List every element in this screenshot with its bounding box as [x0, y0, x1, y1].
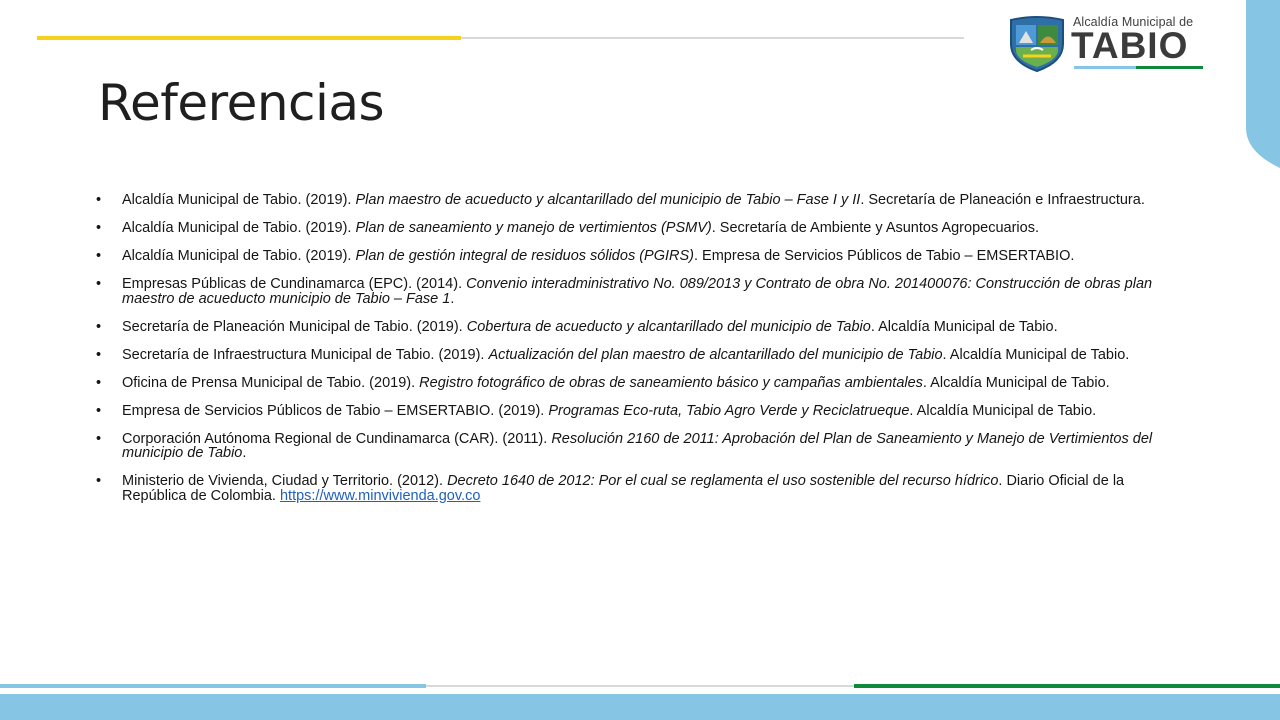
reference-author-year: Alcaldía Municipal de Tabio. (2019).: [122, 192, 356, 208]
bullet-icon: •: [96, 318, 102, 335]
bullet-icon: •: [96, 374, 102, 391]
reference-item: [96, 474, 1186, 503]
reference-author-year: Secretaría de Infraestructura Municipal de Tabio. (2019).: [122, 346, 489, 363]
bottom-band: [0, 694, 1280, 720]
bullet-icon: •: [96, 220, 102, 236]
reference-item: [96, 320, 1186, 335]
bullet-icon: •: [96, 192, 102, 208]
top-rule-yellow: [37, 36, 461, 40]
bottom-line-grey: [426, 685, 854, 687]
logo-bar-blue: [1074, 66, 1136, 69]
reference-author-year: Ministerio de Vivienda, Ciudad y Territorio. (2012).: [122, 473, 448, 489]
reference-author-year: Empresas Públicas de Cundinamarca (EPC). (2014).: [122, 276, 467, 292]
reference-title: Plan maestro de acueducto y alcantarillado del municipio de Tabio – Fase I y II: [355, 192, 861, 208]
reference-title: Actualización del plan maestro de alcantarillado del municipio de Tabio: [488, 346, 943, 363]
reference-author-year: Corporación Autónoma Regional de Cundinamarca (CAR). (2011).: [122, 430, 552, 447]
bullet-icon: •: [96, 276, 102, 292]
reference-item: [96, 348, 1186, 363]
logo-big-text: TABIO: [1071, 25, 1189, 66]
references-list: [96, 193, 1186, 517]
coat-of-arms-icon: [1009, 16, 1065, 72]
reference-author-year: Alcaldía Municipal de Tabio. (2019).: [122, 220, 356, 236]
reference-publisher: . Alcaldía Municipal de Tabio.: [922, 374, 1110, 391]
reference-author-year: Alcaldía Municipal de Tabio. (2019).: [122, 248, 356, 264]
bullet-icon: •: [96, 473, 102, 489]
reference-title: Resolución 2160 de 2011: Aprobación del Plan de Saneamiento y Manejo de Vertimientos del municipio de Tabio: [122, 430, 1153, 461]
tabio-logo: [1008, 14, 1208, 74]
bullet-icon: •: [96, 346, 102, 363]
bullet-icon: •: [96, 248, 102, 264]
reference-publisher: . Secretaría de Ambiente y Asuntos Agropecuarios.: [711, 220, 1039, 236]
reference-publisher: . Empresa de Servicios Públicos de Tabio – EMSERTABIO.: [694, 248, 1075, 264]
reference-title: Convenio interadministrativo No. 089/2013 y Contrato de obra No. 201400076: Construcción de obras plan maestro de acueducto municipio de Tabio – Fase 1: [122, 276, 1153, 307]
bullet-icon: •: [96, 430, 102, 447]
reference-item: [96, 193, 1186, 208]
reference-publisher: .: [242, 445, 247, 461]
reference-publisher: . Alcaldía Municipal de Tabio.: [870, 318, 1058, 335]
reference-item: [96, 249, 1186, 264]
reference-publisher: . Secretaría de Planeación e Infraestructura.: [860, 192, 1145, 208]
logo-small-text: Alcaldía Municipal de: [1073, 15, 1194, 29]
reference-author-year: Secretaría de Planeación Municipal de Tabio. (2019).: [122, 318, 467, 335]
reference-title: Plan de gestión integral de residuos sólidos (PGIRS): [355, 248, 694, 264]
reference-item: [96, 404, 1186, 419]
reference-publisher: .: [450, 290, 455, 307]
bottom-line-green: [854, 684, 1280, 688]
reference-title: Plan de saneamiento y manejo de vertimientos (PSMV): [355, 220, 712, 236]
reference-item: [96, 277, 1186, 306]
reference-author-year: Empresa de Servicios Públicos de Tabio – EMSERTABIO. (2019).: [122, 402, 549, 419]
reference-publisher: . Alcaldía Municipal de Tabio.: [909, 402, 1097, 419]
reference-item: [96, 221, 1186, 236]
page-title: Referencias: [98, 74, 385, 132]
reference-title: Decreto 1640 de 2012: Por el cual se reglamenta el uso sostenible del recurso hídrico: [447, 473, 999, 489]
reference-item: [96, 376, 1186, 391]
reference-title: Registro fotográfico de obras de saneamiento básico y campañas ambientales: [419, 374, 923, 391]
reference-title: Programas Eco-ruta, Tabio Agro Verde y Reciclatrueque: [548, 402, 910, 419]
right-edge-tab: [1246, 0, 1280, 168]
reference-item: [96, 432, 1186, 461]
bullet-icon: •: [96, 402, 102, 419]
bottom-line-blue: [0, 684, 426, 688]
logo-bar-green: [1136, 66, 1203, 69]
reference-author-year: Oficina de Prensa Municipal de Tabio. (2019).: [122, 374, 420, 391]
reference-title: Cobertura de acueducto y alcantarillado del municipio de Tabio: [466, 318, 871, 335]
reference-publisher: . Alcaldía Municipal de Tabio.: [942, 346, 1130, 363]
reference-publisher: . Diario Oficial de la República de Colombia.: [122, 473, 1125, 504]
reference-link[interactable]: https://www.minvivienda.gov.co: [279, 487, 481, 504]
